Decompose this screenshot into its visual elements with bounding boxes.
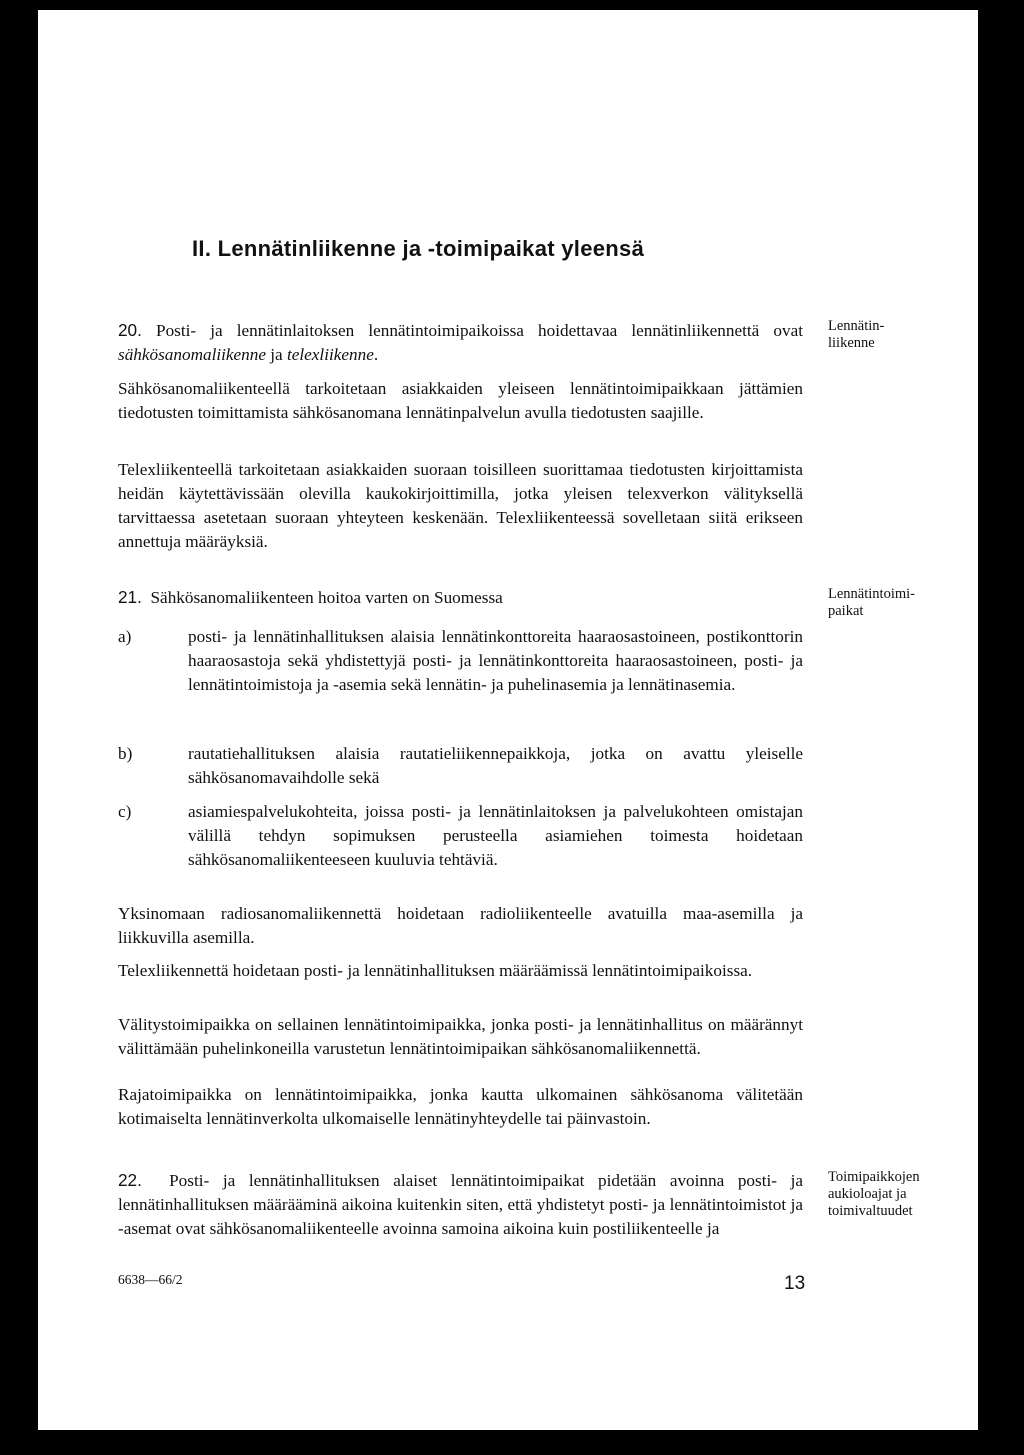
page-number: 13 bbox=[784, 1273, 806, 1294]
list-text: rautatiehallituksen alaisia rautatieliikennepaikkoja, jotka on avattu yleiselle sähkösanomavaihdolle sekä bbox=[188, 744, 803, 787]
margin-note-lennatintoimipaikat: Lennätintoimi-paikat bbox=[828, 586, 915, 619]
para-valitystoimipaikka: Välitystoimipaikka on sellainen lennätintoimipaikka, jonka posti- ja lennätinhallitus on määrännyt välittämään puhelinkoneilla varustetun lennätintoimipaikan sähkösanomaliikennettä. bbox=[118, 1015, 803, 1058]
list-item-a bbox=[118, 625, 803, 697]
margin-note-lennatinliikenne: Lennätin-liikenne bbox=[828, 318, 885, 351]
section-22: 22. Posti- ja lennätinhallituksen alaiset lennätintoimipaikat pidetään avoinna posti- ja lennätinhallituksen määrääminä aikoina kuitenkin siten, että yhdistetyt posti- ja lennätintoimistot ja -asemat ovat sähkösanomaliikenteelle avoinna samoina aikoina kuin postiliikenteelle ja bbox=[118, 1170, 803, 1238]
list-label: c) bbox=[118, 802, 132, 821]
margin-note-aukioloajat: Toimipaikkojen aukioloajat ja toimivaltuudet bbox=[828, 1169, 920, 1219]
section-number: 20. bbox=[118, 320, 142, 340]
list-label: a) bbox=[118, 627, 132, 646]
list-item-b bbox=[118, 742, 803, 790]
section-number: 22. bbox=[118, 1170, 142, 1190]
section-20-para-2: Sähkösanomaliikenteellä tarkoitetaan asiakkaiden yleiseen lennätintoimipaikkaan jättämien tiedotusten toimittamista sähkösanomana lennätinpalvelun avulla tiedotusten saajille. bbox=[118, 379, 803, 422]
para-rajatoimipaikka: Rajatoimipaikka on lennätintoimipaikka, jonka kautta ulkomainen sähkösanoma välitetään kotimaiselta lennätinverkolta ulkomaiselle lennätinyhteydelle tai päinvastoin. bbox=[118, 1085, 803, 1128]
left-scan-bar-mid bbox=[14, 472, 28, 908]
para-telex: Telexliikennettä hoidetaan posti- ja lennätinhallituksen määräämissä lennätintoimipaikoissa. bbox=[118, 961, 753, 980]
section-20-para-3: Telexliikenteellä tarkoitetaan asiakkaiden suoraan toisilleen suorittamaa tiedotusten kirjoittamista heidän käytettävissään olevilla kaukokirjoittimilla, jotka yleisen telexverkon välityksellä tarvittaessa asetetaan suoraan yhteyteen keskenään. Telexliikenteessä sovelletaan siitä erikseen annettuja määräyksiä. bbox=[118, 460, 803, 551]
section-number: 21. bbox=[118, 587, 142, 607]
chapter-heading: II. Lennätinliikenne ja -toimipaikat yleensä bbox=[192, 236, 645, 261]
section-20-para-1: 20. Posti- ja lennätinlaitoksen lennätintoimipaikoissa hoidettavaa lennätinliikennettä ovat sähkösanomaliikenne ja telexliikenne. bbox=[118, 320, 803, 364]
right-scan-bar bbox=[994, 18, 1008, 1358]
left-scan-bar-bottom bbox=[14, 1066, 28, 1356]
print-code: 6638—66/2 bbox=[118, 1272, 183, 1287]
list-text: asiamiespalvelukohteita, joissa posti- ja lennätinlaitoksen ja palvelukohteen omistajan välillä tehdyn sopimuksen perusteella asiamiehen toimesta hoidetaan sähkösanomaliikenteeseen kuuluvia tehtäviä. bbox=[188, 802, 803, 869]
left-scan-bar-top bbox=[14, 10, 28, 326]
section-20 bbox=[118, 318, 803, 367]
section-21-intro: 21. Sähkösanomaliikenteen hoitoa varten on Suomessa bbox=[118, 587, 503, 607]
list-label: b) bbox=[118, 744, 133, 763]
para-radio: Yksinomaan radiosanomaliikennettä hoidetaan radioliikenteelle avatuilla maa-asemilla ja liikkuvilla asemilla. bbox=[118, 904, 803, 947]
list-text: posti- ja lennätinhallituksen alaisia lennätinkonttoreita haaraosastoineen, postikonttorin haaraosastoja sekä yhdistettyjä posti- ja lennätinkonttoreita haaraosastoineen, posti- ja lennätintoimistoja ja -asemia sekä lennätin- ja puhelinasemia ja lennätinasemia. bbox=[188, 627, 803, 694]
list-item-c bbox=[118, 800, 803, 872]
